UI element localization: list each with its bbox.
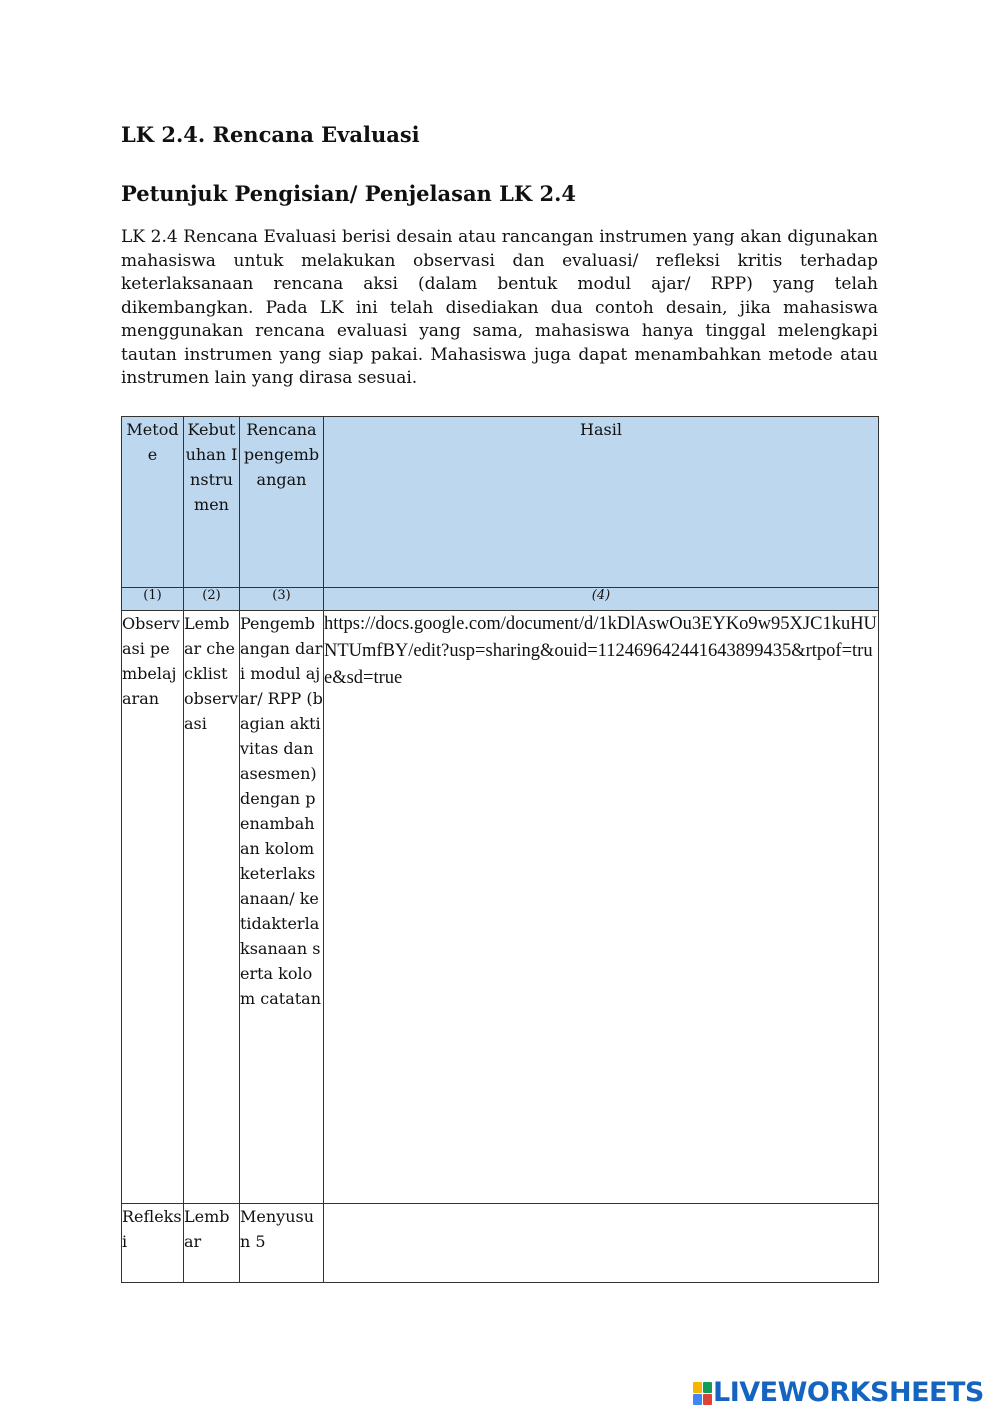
page-title: LK 2.4. Rencana Evaluasi [121, 122, 420, 147]
table-header-row [122, 417, 879, 588]
column-number: (2) [184, 588, 240, 611]
column-number: (3) [240, 588, 324, 611]
logo-square [693, 1382, 702, 1393]
cell-metode: Refleksi [122, 1204, 184, 1283]
logo-text: LIVEWORKSHEETS [713, 1377, 984, 1408]
cell-metode: Observasi pembelajaran [122, 611, 184, 1204]
header-rencana-pengembangan: Rencana pengembangan [240, 417, 324, 588]
cell-instrumen: Lembar [184, 1204, 240, 1283]
table-row [122, 611, 879, 1204]
table-number-row [122, 588, 879, 611]
cell-rencana: Pengembangan dari modul ajar/ RPP (bagian aktivitas dan asesmen) dengan penambahan kolom keterlaksanaan/ ketidakterlaksanaan serta kolom catatan [240, 611, 324, 1204]
column-number: (1) [122, 588, 184, 611]
intro-paragraph: LK 2.4 Rencana Evaluasi berisi desain atau rancangan instrumen yang akan digunakan mahasiswa untuk melakukan observasi dan evaluasi/ refleksi kritis terhadap keterlaksanaan rencana aksi (dalam bentuk modul ajar/ RPP) yang telah dikembangkan. Pada LK ini telah disediakan dua contoh desain, jika mahasiswa menggunakan rencana evaluasi yang sama, mahasiswa hanya tinggal melengkapi tautan instrumen yang siap pakai. Mahasiswa juga dapat menambahkan metode atau instrumen lain yang dirasa sesuai. [121, 227, 878, 388]
cell-rencana: Menyusun 5 [240, 1204, 324, 1283]
liveworksheets-logo [693, 1377, 984, 1408]
header-hasil: Hasil [324, 417, 879, 588]
evaluation-plan-table [121, 416, 879, 1283]
section-title: Petunjuk Pengisian/ Penjelasan LK 2.4 [121, 181, 576, 206]
cell-hasil-link[interactable]: https://docs.google.com/document/d/1kDlAswOu3EYKo9w95XJC1kuHUNTUmfBY/edit?usp=sharing&ouid=112469642441643899435&rtpof=true&sd=true [324, 611, 879, 1204]
header-metode: Metode [122, 417, 184, 588]
column-number: (4) [324, 588, 879, 611]
logo-square [693, 1394, 702, 1405]
logo-square [703, 1394, 712, 1405]
cell-instrumen: Lembar checklist observasi [184, 611, 240, 1204]
header-kebutuhan-instrumen: Kebutuhan Instrumen [184, 417, 240, 588]
table-row [122, 1204, 879, 1283]
logo-square [703, 1382, 712, 1393]
liveworksheets-logo-icon [693, 1382, 711, 1404]
cell-hasil-input[interactable] [324, 1204, 879, 1283]
